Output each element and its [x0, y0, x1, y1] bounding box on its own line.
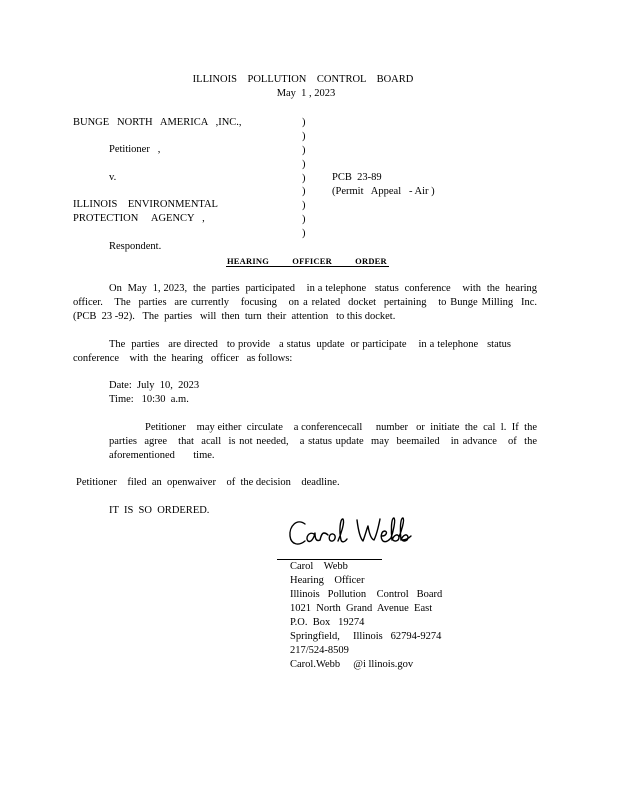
paragraph-line: The parties are directed to provide a status update or participate in a telephone status	[109, 339, 511, 350]
paragraph-line: (PCB 23 -92). The parties will then turn their attention to this docket.	[73, 311, 396, 322]
order-title: HEARING OFFICER ORDER	[227, 256, 387, 266]
paren: )	[302, 130, 306, 142]
waiver-statement: Petitioner filed an openwaiver of the decision deadline.	[76, 477, 340, 488]
signer-title: Hearing Officer	[290, 575, 365, 586]
paren: )	[302, 200, 306, 212]
signer-agency: Illinois Pollution Control Board	[290, 589, 443, 600]
paren: )	[302, 186, 306, 198]
paren: )	[302, 214, 306, 226]
handwritten-signature	[287, 514, 417, 554]
petitioner-name: BUNGE NORTH AMERICA ,INC.,	[73, 117, 242, 128]
paragraph-line: On May 1, 2023, the parties participated in a telephone status conference with the hearing	[109, 283, 537, 294]
so-ordered: IT IS SO ORDERED.	[109, 505, 210, 516]
caption-parentheses	[302, 116, 306, 241]
paren: )	[302, 228, 306, 240]
respondent-name-line1: ILLINOIS ENVIRONMENTAL	[73, 199, 218, 210]
paragraph-line: officer. The parties are currently focusing on a related docket pertaining to Bunge Milling Inc.	[73, 297, 537, 308]
versus-label: v.	[109, 172, 117, 183]
agency-title: ILLINOIS POLLUTION CONTROL BOARD	[192, 74, 414, 85]
docket-number: PCB 23-89	[332, 172, 382, 183]
paragraph-line: parties agree that acall is not needed, a status update may beemailed in advance of the	[109, 436, 537, 447]
paren: )	[302, 158, 306, 170]
respondent-label: Respondent.	[109, 241, 162, 252]
conference-time: Time: 10:30 a.m.	[109, 394, 189, 405]
paragraph-line: aforementioned time.	[109, 450, 215, 461]
signer-name: Carol Webb	[290, 561, 348, 572]
signer-po-box: P.O. Box 19274	[290, 617, 365, 628]
signer-street: 1021 North Grand Avenue East	[290, 603, 433, 614]
signer-city: Springfield, Illinois 62794-9274	[290, 631, 442, 642]
order-date: May 1 , 2023	[276, 88, 336, 99]
paragraph-conference-call	[109, 421, 537, 463]
respondent-name-line2: PROTECTION AGENCY ,	[73, 213, 205, 224]
paragraph-line: Petitioner may either circulate a conferencecall number or initiate the cal l. If the	[145, 422, 537, 433]
paragraph-status-conference	[73, 282, 537, 324]
paren: )	[302, 172, 306, 184]
order-title-underline	[226, 266, 389, 267]
signer-email: Carol.Webb @i llinois.gov	[290, 659, 414, 670]
signer-phone: 217/524-8509	[290, 645, 349, 656]
conference-date: Date: July 10, 2023	[109, 380, 200, 391]
paragraph-directed	[73, 338, 511, 366]
signature-address-block	[290, 560, 442, 672]
signature-text: Carol Webb	[287, 553, 292, 554]
paragraph-line: conference with the hearing officer as follows:	[73, 353, 293, 364]
paren: )	[302, 117, 306, 128]
petitioner-label: Petitioner ,	[109, 144, 161, 155]
docket-type: (Permit Appeal - Air )	[332, 186, 435, 197]
paren: )	[302, 144, 306, 156]
